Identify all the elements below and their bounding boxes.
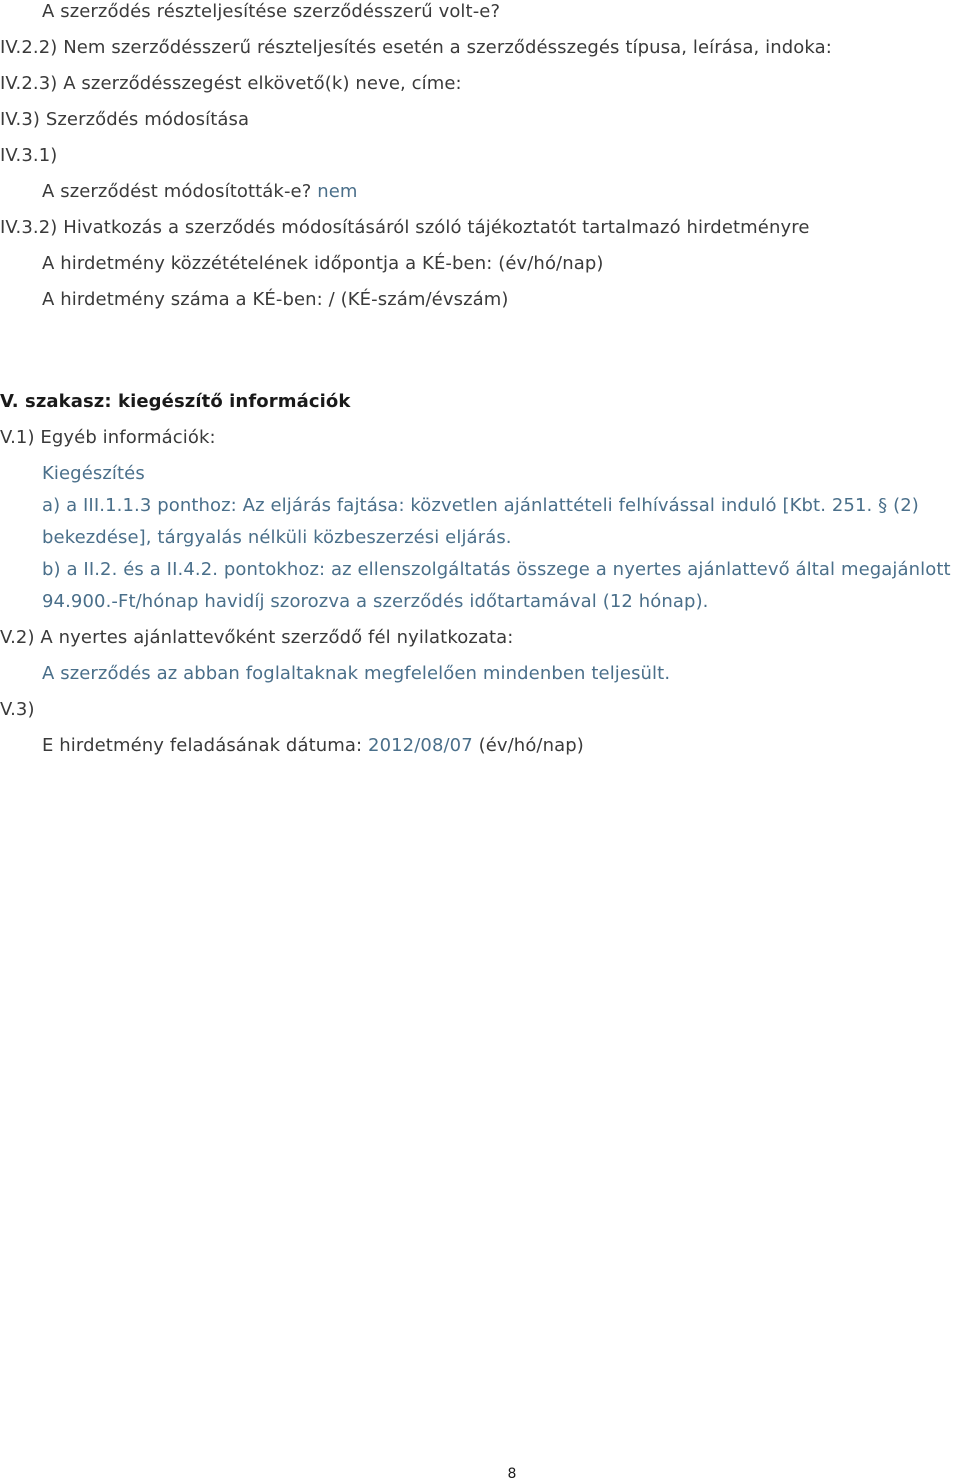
submission-date-label: E hirdetmény feladásának dátuma:: [42, 735, 363, 756]
section-v-2-value: A szerződés az abban foglaltaknak megfelelően mindenben teljesült.: [42, 663, 671, 684]
publication-date-line: A hirdetmény közzétételének időpontja a KÉ-ben: (év/hó/nap): [42, 253, 604, 274]
modification-answer: nem: [317, 181, 358, 202]
supplement-b-line1: b) a II.2. és a II.4.2. pontokhoz: az ellenszolgáltatás összege a nyertes ajánlattevő által megajánlott: [42, 559, 951, 580]
section-v-2-label: V.2) A nyertes ajánlattevőként szerződő fél nyilatkozata:: [0, 627, 514, 648]
supplement-a-line2: bekezdése], tárgyalás nélküli közbeszerzési eljárás.: [42, 527, 512, 548]
page-number: 8: [507, 1466, 517, 1482]
section-v-1-label: V.1) Egyéb információk:: [0, 427, 216, 448]
section-iv-3: IV.3) Szerződés módosítása: [0, 109, 250, 130]
section-iv-3-2: IV.3.2) Hivatkozás a szerződés módosításáról szóló tájékoztatót tartalmazó hirdetményre: [0, 217, 810, 238]
submission-date-value: 2012/08/07: [368, 735, 473, 756]
section-iv-2-2: IV.2.2) Nem szerződésszerű részteljesítés esetén a szerződésszegés típusa, leírása, indoka:: [0, 37, 832, 58]
modification-question-label: A szerződést módosították-e?: [42, 181, 312, 202]
submission-date-format: (év/hó/nap): [478, 735, 584, 756]
section-v-heading: V. szakasz: kiegészítő információk: [0, 391, 351, 412]
supplement-title: Kiegészítés: [42, 463, 145, 484]
text-line: A szerződés részteljesítése szerződésszerű volt-e?: [42, 1, 501, 22]
modification-question: [42, 180, 358, 204]
section-iv-3-1: IV.3.1): [0, 145, 58, 166]
section-iv-2-3: IV.2.3) A szerződésszegést elkövető(k) neve, címe:: [0, 73, 462, 94]
supplement-a-line1: a) a III.1.1.3 ponthoz: Az eljárás fajtása: közvetlen ajánlattételi felhívással induló [Kbt. 251. § (2): [42, 495, 919, 516]
submission-date-line: [42, 734, 584, 758]
section-v-3-label: V.3): [0, 699, 35, 720]
supplement-b-line2: 94.900.-Ft/hónap havidíj szorozva a szerződés időtartamával (12 hónap).: [42, 591, 709, 612]
publication-number-line: A hirdetmény száma a KÉ-ben: / (KÉ-szám/évszám): [42, 289, 509, 310]
